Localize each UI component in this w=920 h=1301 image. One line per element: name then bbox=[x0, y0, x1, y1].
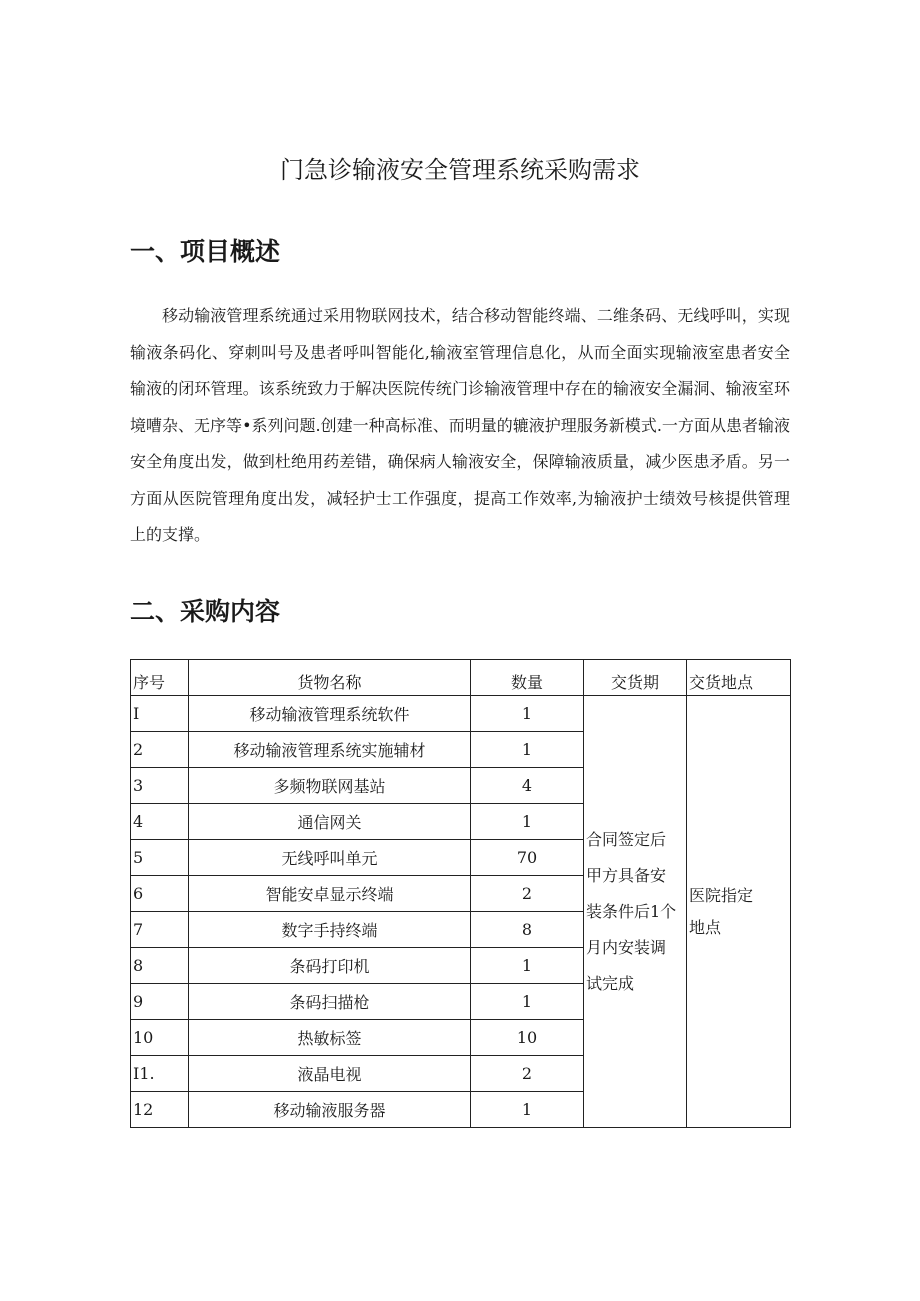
cell-name: 移动输液管理系统实施辅材 bbox=[189, 732, 471, 768]
table-row bbox=[131, 696, 791, 732]
cell-name: 条码打印机 bbox=[189, 948, 471, 984]
section-heading-overview: 一、项目概述 bbox=[130, 237, 281, 266]
cell-qty: 1 bbox=[471, 696, 584, 732]
delivery-period-line: 月内安装调 bbox=[586, 937, 667, 957]
delivery-period-line: 试完成 bbox=[586, 973, 635, 993]
cell-no: 2 bbox=[131, 732, 189, 768]
cell-name: 移动输液服务器 bbox=[189, 1092, 471, 1128]
cell-no: 5 bbox=[131, 840, 189, 876]
cell-name: 液晶电视 bbox=[189, 1056, 471, 1092]
cell-qty: 1 bbox=[471, 984, 584, 1020]
cell-no: 6 bbox=[131, 876, 189, 912]
cell-no: 3 bbox=[131, 768, 189, 804]
cell-name: 热敏标签 bbox=[189, 1020, 471, 1056]
cell-qty: 1 bbox=[471, 1092, 584, 1128]
cell-no: I1. bbox=[131, 1056, 189, 1092]
header-cell-no: 序号 bbox=[131, 660, 189, 696]
overview-paragraph: 移动输液管理系统通过采用物联网技术，结合移动智能终端、二维条码、无线呼叫，实现输液条码化、穿刺叫号及患者呼叫智能化,输液室管理信息化，从而全面实现输液室患者安全输液的闭环管理。该系统致力于解决医院传统门诊输液管理中存在的输液安全漏洞、输液室环境嘈杂、无序等•系列问题.创建一种高标准、而明量的辘液护理服务新模式.一方面从患者输液安全角度出发，做到杜绝用药差错，确保病人输液安全，保障输液质量，减少医患矛盾。另一方面从医院管理角度出发，减轻护士工作强度，提高工作效率,为输液护士绩效号核提供管理上的支撑。 bbox=[130, 306, 790, 544]
procurement-table bbox=[130, 659, 791, 1128]
delivery-place-line: 医院指定 bbox=[689, 885, 754, 905]
cell-delivery-place bbox=[687, 696, 791, 1128]
table-header-row bbox=[131, 660, 791, 696]
cell-name: 智能安卓显示终端 bbox=[189, 876, 471, 912]
cell-qty: 1 bbox=[471, 948, 584, 984]
header-cell-delivery-period: 交货期 bbox=[584, 660, 687, 696]
cell-no: 7 bbox=[131, 912, 189, 948]
cell-name: 通信网关 bbox=[189, 804, 471, 840]
cell-name: 数字手持终端 bbox=[189, 912, 471, 948]
cell-name: 多频物联网基站 bbox=[189, 768, 471, 804]
header-cell-name: 货物名称 bbox=[189, 660, 471, 696]
cell-delivery-period bbox=[584, 696, 687, 1128]
delivery-period-line: 装条件后1个 bbox=[586, 901, 677, 921]
cell-no: I bbox=[131, 696, 189, 732]
delivery-place-line: 地点 bbox=[689, 917, 722, 937]
cell-name: 条码扫描枪 bbox=[189, 984, 471, 1020]
header-cell-qty: 数量 bbox=[471, 660, 584, 696]
cell-qty: 70 bbox=[471, 840, 584, 876]
cell-qty: 1 bbox=[471, 804, 584, 840]
cell-no: 12 bbox=[131, 1092, 189, 1128]
cell-qty: 8 bbox=[471, 912, 584, 948]
cell-name: 移动输液管理系统软件 bbox=[189, 696, 471, 732]
delivery-period-line: 合同签定后 bbox=[586, 829, 667, 849]
cell-no: 4 bbox=[131, 804, 189, 840]
cell-no: 9 bbox=[131, 984, 189, 1020]
cell-name: 无线呼叫单元 bbox=[189, 840, 471, 876]
cell-qty: 2 bbox=[471, 876, 584, 912]
section-heading-procurement: 二、采购内容 bbox=[130, 597, 281, 626]
delivery-period-line: 甲方具备安 bbox=[586, 865, 667, 885]
cell-qty: 2 bbox=[471, 1056, 584, 1092]
cell-no: 8 bbox=[131, 948, 189, 984]
cell-qty: 1 bbox=[471, 732, 584, 768]
cell-qty: 10 bbox=[471, 1020, 584, 1056]
cell-no: 10 bbox=[131, 1020, 189, 1056]
page-title: 门急诊输液安全管理系统采购需求 bbox=[280, 156, 640, 184]
header-cell-delivery-place: 交货地点 bbox=[687, 660, 791, 696]
cell-qty: 4 bbox=[471, 768, 584, 804]
